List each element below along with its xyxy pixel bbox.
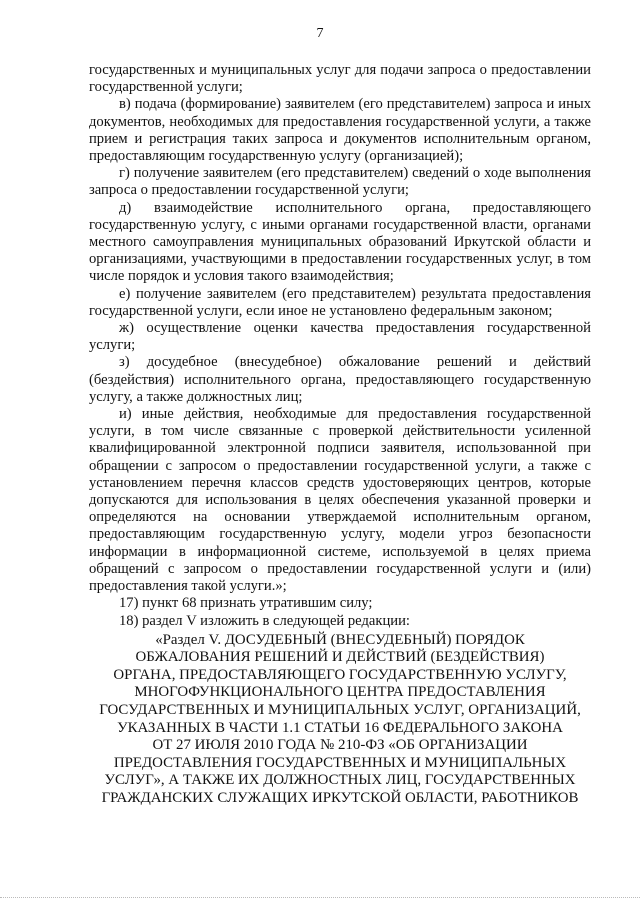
- paragraph-item-z: з) досудебное (внесудебное) обжалование решений и действий (бездействия) исполнительного органа, предоставляющего государственную услугу, а также должностных лиц;: [89, 354, 591, 405]
- section-heading-line: ГРАЖДАНСКИХ СЛУЖАЩИХ ИРКУТСКОЙ ОБЛАСТИ, РАБОТНИКОВ: [101, 790, 579, 807]
- paragraph-item-d: д) взаимодействие исполнительного органа, предоставляющего государственную услугу, с иными органами государственной власти, органами местного самоуправления муниципальных образований Иркутской области и организациями, участвующими в предоставлении государственных услуг, в том числе порядок и условия такого взаимодействия;: [89, 199, 591, 285]
- section-heading-line: ОТ 27 ИЮЛЯ 2010 ГОДА № 210-ФЗ «ОБ ОРГАНИЗАЦИИ: [152, 737, 528, 754]
- paragraph-item-e: е) получение заявителем (его представителем) результата предоставления государственной услуги, если иное не установлено федеральным законом;: [89, 285, 591, 319]
- section-heading: [89, 632, 591, 808]
- footer-divider: [0, 897, 640, 899]
- paragraph-continuation: государственных и муниципальных услуг для подачи запроса о предоставлении государственной услуги;: [89, 62, 591, 96]
- section-heading-line: «Раздел V. ДОСУДЕБНЫЙ (ВНЕСУДЕБНЫЙ) ПОРЯДОК: [155, 631, 525, 648]
- paragraph-item-zh: ж) осуществление оценки качества предоставления государственной услуги;: [89, 320, 591, 354]
- paragraph-item-v: в) подача (формирование) заявителем (его представителем) запроса и иных документов, необходимых для предоставления государственной услуги, а также прием и регистрация таких запроса и документов исполнительным органом, предоставляющим государственную услугу (организацией);: [89, 96, 591, 165]
- paragraph-item-i: и) иные действия, необходимые для предоставления государственной услуги, в том числе связанные с проверкой действительности усиленной квалифицированной электронной подписи заявителя, использованной при обращении с запросом о предоставлении государственной услуги, а также с установлением перечня классов средств удостоверяющих центров, которые допускаются для использования в целях обеспечения указанной проверки и определяются на основании утверждаемой исполнительным органом, предоставляющим государственную услугу, модели угроз безопасности информации в информационной системе, используемой в целях приема обращений с запросом о предоставлении государственной услуги и (или) предоставления такой услуги.»;: [89, 406, 591, 595]
- document-body: [89, 62, 591, 808]
- section-heading-line: ОБЖАЛОВАНИЯ РЕШЕНИЙ И ДЕЙСТВИЙ (БЕЗДЕЙСТВИЯ): [135, 649, 545, 666]
- section-heading-line: УКАЗАННЫХ В ЧАСТИ 1.1 СТАТЬИ 16 ФЕДЕРАЛЬНОГО ЗАКОНА: [117, 719, 563, 736]
- section-heading-line: МНОГОФУНКЦИОНАЛЬНОГО ЦЕНТРА ПРЕДОСТАВЛЕНИЯ: [134, 684, 546, 701]
- section-heading-line: ПРЕДОСТАВЛЕНИЯ ГОСУДАРСТВЕННЫХ И МУНИЦИПАЛЬНЫХ: [113, 754, 567, 771]
- section-heading-line: УСЛУГ», А ТАКЖЕ ИХ ДОЛЖНОСТНЫХ ЛИЦ, ГОСУДАРСТВЕННЫХ: [104, 772, 576, 789]
- section-heading-line: ОРГАНА, ПРЕДОСТАВЛЯЮЩЕГО ГОСУДАРСТВЕННУЮ УСЛУГУ,: [113, 666, 567, 683]
- paragraph-item-17: 17) пункт 68 признать утратившим силу;: [119, 595, 373, 612]
- page-number: 7: [316, 26, 324, 41]
- paragraph-item-g: г) получение заявителем (его представителем) сведений о ходе выполнения запроса о предоставлении государственной услуги;: [89, 165, 591, 199]
- section-heading-line: ГОСУДАРСТВЕННЫХ И МУНИЦИПАЛЬНЫХ УСЛУГ, ОРГАНИЗАЦИЙ,: [99, 702, 581, 719]
- paragraph-item-18: 18) раздел V изложить в следующей редакции:: [119, 612, 410, 629]
